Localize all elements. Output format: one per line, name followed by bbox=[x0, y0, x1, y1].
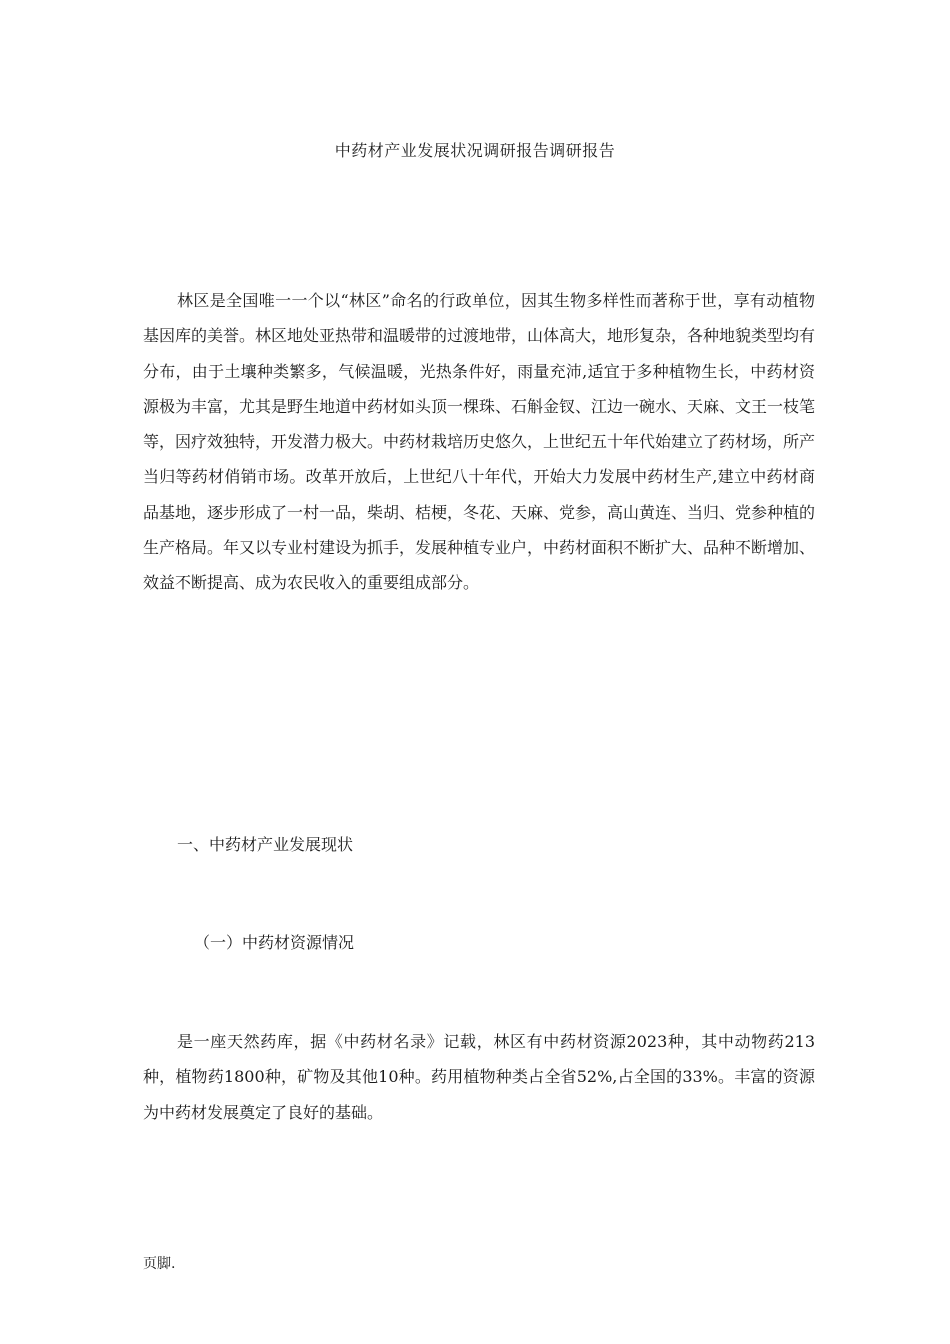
page-footer: 页脚. bbox=[143, 1256, 176, 1272]
resource-paragraph: 是一座天然药库，据《中药材名录》记载，林区有中药材资源2023种，其中动物药213种，植物药1800种，矿物及其他10种。药用植物种类占全省52%,占全国的33%。丰富的资源为中药材发展奠定了良好的基础。 bbox=[143, 1032, 815, 1122]
intro-paragraph: 林区是全国唯一一个以“林区”命名的行政单位，因其生物多样性而著称于世，享有动植物基因库的美誉。林区地处亚热带和温暖带的过渡地带，山体高大，地形复杂，各种地貌类型均有分布，由于土壤种类繁多，气候温暖，光热条件好，雨量充沛,适宜于多种植物生长，中药材资源极为丰富，尤其是野生地道中药材如头顶一棵珠、石斛金钗、江边一碗水、天麻、文王一枝笔等，因疗效独特，开发潜力极大。中药材栽培历史悠久，上世纪五十年代始建立了药材场，所产当归等药材俏销市场。改革开放后，上世纪八十年代，开始大力发展中药材生产,建立中药材商品基地，逐步形成了一村一品，柴胡、桔梗，冬花、天麻、党参，高山黄连、当归、党参种植的生产格局。年又以专业村建设为抓手，发展种植专业户，中药材面积不断扩大、品种不断增加、效益不断提高、成为农民收入的重要组成部分。 bbox=[143, 291, 816, 593]
subsection-heading: （一）中药材资源情况 bbox=[194, 933, 355, 952]
document-title: 中药材产业发展状况调研报告调研报告 bbox=[334, 141, 616, 160]
section-heading: 一、中药材产业发展现状 bbox=[177, 835, 354, 854]
